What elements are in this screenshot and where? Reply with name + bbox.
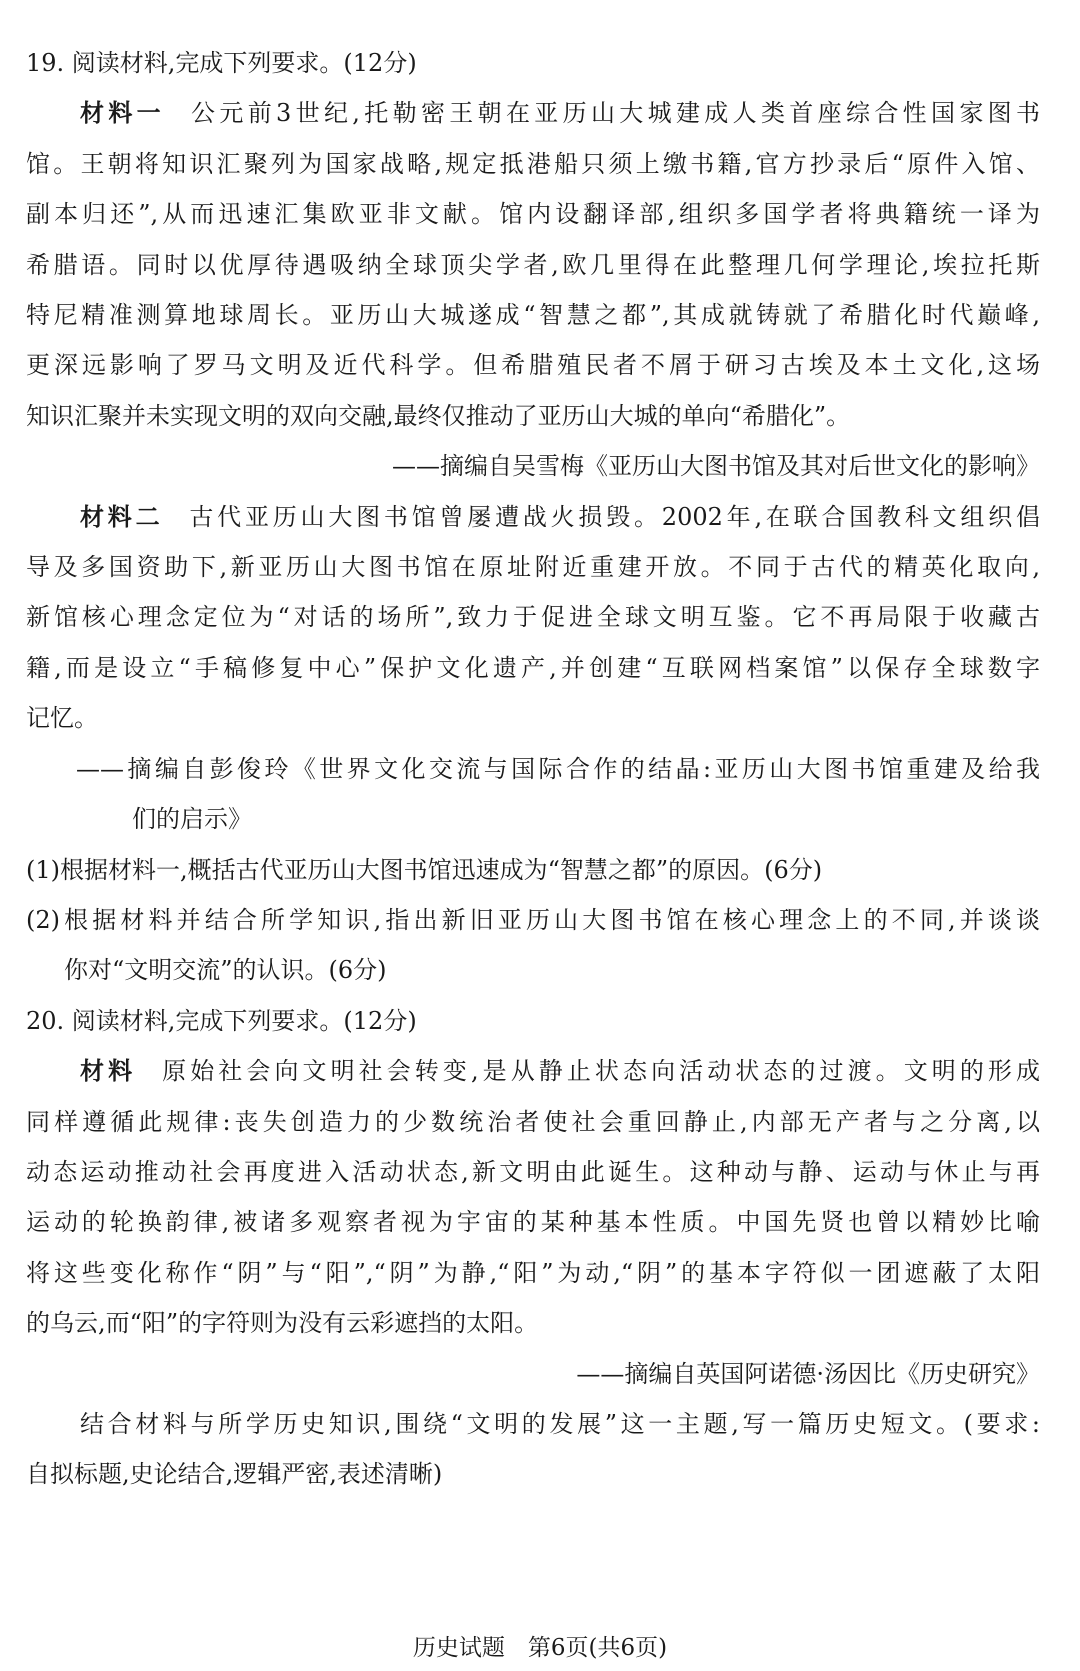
q19-sub-2-line-2: 你对“文明交流”的认识。(6分)	[64, 956, 387, 985]
q19-m1-line-4: 希腊语。同时以优厚待遇吸纳全球顶尖学者,欧几里得在此整理几何学理论,埃拉托斯	[26, 250, 1040, 279]
q19-m2-line-4: 籍,而是设立“手稿修复中心”保护文化遗产,并创建“互联网档案馆”以保存全球数字	[26, 653, 1040, 682]
q19-m2-line-1	[26, 492, 1040, 542]
page-footer: 历史试题 第6页(共6页)	[412, 1635, 668, 1661]
q20-task-line-2: 自拟标题,史论结合,逻辑严密,表述清晰)	[26, 1460, 443, 1489]
q19-m1-line-6: 更深远影响了罗马文明及近代科学。但希腊殖民者不屑于研习古埃及本土文化,这场	[26, 351, 1040, 380]
q19-m1-line-5: 特尼精准测算地球周长。亚历山大城遂成“智慧之都”,其成就铸就了希腊化时代巅峰,	[26, 301, 1040, 330]
q20-title: 20. 阅读材料,完成下列要求。(12分)	[26, 1006, 417, 1035]
q19-m2-line-5: 记忆。	[26, 704, 98, 733]
q19-m2-text-1: 古代亚历山大图书馆曾屡遭战火损毁。2002年,在联合国教科文组织倡	[189, 502, 1040, 531]
q20-task-line-1: 结合材料与所学历史知识,围绕“文明的发展”这一主题,写一篇历史短文。(要求:	[80, 1409, 1040, 1438]
q20-m-line-6: 的乌云,而“阳”的字符则为没有云彩遮挡的太阳。	[26, 1309, 539, 1338]
q19-m1-label: 材料一	[80, 99, 166, 128]
q20-m-text-1: 原始社会向文明社会转变,是从静止状态向活动状态的过渡。文明的形成	[162, 1057, 1040, 1086]
q19-m1-text-1: 公元前3世纪,托勒密王朝在亚历山大城建成人类首座综合性国家图书	[191, 99, 1040, 128]
q19-m1-line-2: 馆。王朝将知识汇聚列为国家战略,规定抵港船只须上缴书籍,官方抄录后“原件入馆、	[26, 149, 1040, 178]
q19-m2-line-3: 新馆核心理念定位为“对话的场所”,致力于促进全球文明互鉴。它不再局限于收藏古	[26, 603, 1040, 632]
q20-m-line-5: 将这些变化称作“阴”与“阳”,“阴”为静,“阳”为动,“阴”的基本字符似一团遮蔽了太阳	[26, 1258, 1040, 1287]
q19-m1-source: ——摘编自吴雪梅《亚历山大图书馆及其对后世文化的影响》	[392, 452, 1040, 481]
q19-title: 19. 阅读材料,完成下列要求。(12分)	[26, 49, 417, 77]
q19-m2-source-line-1: ——摘编自彭俊玲《世界文化交流与国际合作的结晶:亚历山大图书馆重建及给我	[76, 754, 1040, 783]
q20-m-label: 材料	[80, 1057, 137, 1086]
q19-m2-source-line-2: 们的启示》	[132, 805, 252, 834]
q19-m1-line-1	[26, 88, 1040, 138]
q19-m1-line-7: 知识汇聚并未实现文明的双向交融,最终仅推动了亚历山大城的单向“希腊化”。	[26, 401, 851, 430]
q20-m-source: ——摘编自英国阿诺德·汤因比《历史研究》	[576, 1359, 1040, 1388]
q20-m-line-2: 同样遵循此规律:丧失创造力的少数统治者使社会重回静止,内部无产者与之分离,以	[26, 1107, 1040, 1136]
q20-m-line-4: 运动的轮换韵律,被诸多观察者视为宇宙的某种基本性质。中国先贤也曾以精妙比喻	[26, 1208, 1040, 1237]
q19-sub-1: (1)根据材料一,概括古代亚历山大图书馆迅速成为“智慧之都”的原因。(6分)	[26, 855, 823, 884]
q19-sub-2-line-1: (2)根据材料并结合所学知识,指出新旧亚历山大图书馆在核心理念上的不同,并谈谈	[26, 905, 1040, 934]
q19-m2-line-2: 导及多国资助下,新亚历山大图书馆在原址附近重建开放。不同于古代的精英化取向,	[26, 553, 1040, 582]
q19-m2-label: 材料二	[80, 502, 164, 531]
q20-m-line-1	[26, 1046, 1040, 1096]
q20-m-line-3: 动态运动推动社会再度进入活动状态,新文明由此诞生。这种动与静、运动与休止与再	[26, 1157, 1040, 1186]
q19-m1-line-3: 副本归还”,从而迅速汇集欧亚非文献。馆内设翻译部,组织多国学者将典籍统一译为	[26, 200, 1040, 229]
